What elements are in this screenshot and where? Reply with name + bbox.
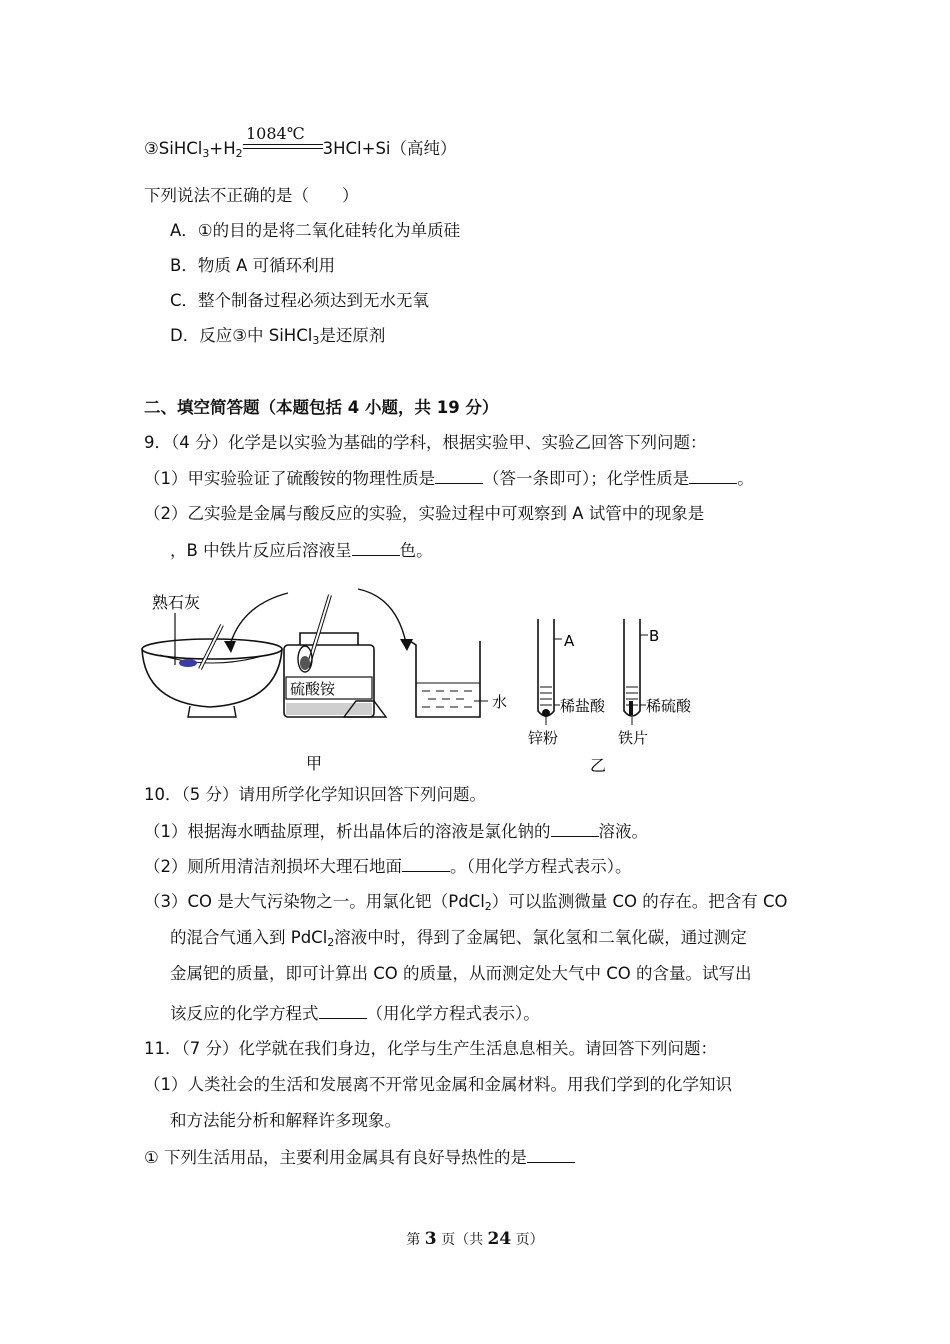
q11-part2-text: ① 下列生活用品，主要利用金属具有良好导热性的是 xyxy=(144,1148,528,1167)
q9-part2-text2: 色。 xyxy=(399,541,433,560)
tube-b-label: B xyxy=(649,627,660,645)
q10-part3-line3: 金属钯的质量，即可计算出 CO 的质量，从而测定处大气中 CO 的含量。试写出 xyxy=(170,964,752,983)
beaker-icon xyxy=(410,641,480,717)
q8-option-d-sub: 3 xyxy=(312,334,320,347)
q8-option-a: A．①的目的是将二氧化硅转化为单质硅 xyxy=(170,221,461,240)
q10-part3-line1 xyxy=(144,891,788,913)
figure-caption-yi: 乙 xyxy=(590,756,607,775)
answer-blank[interactable] xyxy=(689,467,737,484)
footer-text2: 页（共 xyxy=(441,1232,484,1248)
eq3-h2: +H xyxy=(209,139,236,158)
q9-stem: 9．（4 分）化学是以实验为基础的学科，根据实验甲、实验乙回答下列问题： xyxy=(144,433,707,452)
q9-part2-text: ，B 中铁片反应后溶液呈 xyxy=(170,541,352,560)
eq3-equals-sign xyxy=(243,144,323,154)
q11-part1-line2: 和方法能分析和解释许多现象。 xyxy=(170,1111,401,1130)
section-title: 二、填空简答题（本题包括 4 小题，共 19 分） xyxy=(144,398,499,417)
arrow-icon xyxy=(358,589,406,643)
iron-sheet-sample xyxy=(629,701,633,715)
eq3-reactant: ③SiHCl xyxy=(144,139,203,158)
q10-part2-text: （2）厕所用清洁剂损坏大理石地面 xyxy=(144,857,402,876)
q9-part2: （2）乙实验是金属与酸反应的实验，实验过程中可观察到 A 试管中的现象是 xyxy=(144,504,705,523)
answer-blank[interactable] xyxy=(319,1002,367,1019)
eq3-sub: 3 xyxy=(202,147,210,160)
q10-part1 xyxy=(144,820,648,843)
water-label: 水 xyxy=(492,693,508,711)
q11-part2 xyxy=(144,1146,575,1169)
q9-part2-cont xyxy=(170,539,433,562)
page-footer xyxy=(0,1229,950,1249)
ammonium-sulfate-label: 硫酸铵 xyxy=(290,680,336,698)
eq3-condition: 1084℃ xyxy=(246,124,305,143)
q9-part1-text: （1）甲实验验证了硫酸铵的物理性质是 xyxy=(144,469,435,488)
slaked-lime-label: 熟石灰 xyxy=(152,593,201,612)
experiment-figure xyxy=(130,575,730,780)
q10-part3-text6: （用化学方程式表示）。 xyxy=(366,1004,540,1023)
q8-option-b: B．物质 A 可循环利用 xyxy=(170,256,336,275)
answer-blank[interactable] xyxy=(352,539,400,556)
q10-stem: 10．（5 分）请用所学化学知识回答下列问题。 xyxy=(144,785,486,804)
page-total: 24 xyxy=(487,1229,512,1249)
test-tube-a-icon xyxy=(538,619,554,716)
q9-part1 xyxy=(144,467,754,490)
answer-blank[interactable] xyxy=(527,1146,575,1163)
q11-stem: 11．（7 分）化学就在我们身边，化学与生产生活息息相关。请回答下列问题： xyxy=(144,1039,717,1058)
q8-stem: 下列说法不正确的是（ ） xyxy=(144,186,359,205)
q10-part3-text5: 该反应的化学方程式 xyxy=(170,1004,319,1023)
zinc-powder-label: 锌粉 xyxy=(528,729,559,747)
dilute-h2so4-label: 稀硫酸 xyxy=(646,697,692,715)
answer-blank[interactable] xyxy=(435,467,483,484)
footer-text: 第 xyxy=(406,1232,421,1248)
q10-part3-line4 xyxy=(170,1002,540,1025)
q11-part1-line1: （1）人类社会的生活和发展离不开常见金属和金属材料。用我们学到的化学知识 xyxy=(144,1075,732,1094)
q10-part3-text2: ）可以监测微量 CO 的存在。把含有 CO xyxy=(491,892,788,911)
footer-text3: 页） xyxy=(515,1232,544,1248)
q10-part2 xyxy=(144,855,632,878)
arrow-icon xyxy=(230,593,288,645)
iron-sheet-label: 铁片 xyxy=(618,729,649,747)
q9-part1-text3: 。 xyxy=(737,469,754,488)
q10-part3-text3: 的混合气通入到 PdCl xyxy=(170,928,328,947)
page-number: 3 xyxy=(424,1229,437,1249)
answer-blank[interactable] xyxy=(551,820,599,837)
q8-option-d xyxy=(170,325,385,347)
lime-sample xyxy=(179,659,197,667)
eq3-sub2: 2 xyxy=(235,147,243,160)
q10-part3-sub2: 2 xyxy=(327,936,335,949)
eq3-products: 3HCl+Si（高纯） xyxy=(322,139,457,158)
q10-part3-text: （3）CO 是大气污染物之一。用氯化钯（PdCl xyxy=(144,892,485,911)
q10-part3-text4: 溶液中时，得到了金属钯、氯化氢和二氧化碳，通过测定 xyxy=(334,928,747,947)
q10-part3-line2 xyxy=(170,927,747,949)
figure-caption-jia: 甲 xyxy=(306,754,323,773)
dilute-hcl-label: 稀盐酸 xyxy=(560,697,606,715)
q10-part1-text2: 溶液。 xyxy=(598,822,648,841)
mortar-icon xyxy=(142,649,282,707)
q10-part3-sub: 2 xyxy=(484,900,492,913)
q9-part1-text2: （答一条即可）；化学性质是 xyxy=(483,469,690,488)
tube-a-label: A xyxy=(564,632,575,650)
q10-part2-text2: 。（用化学方程式表示）。 xyxy=(450,857,632,876)
q8-option-c: C．整个制备过程必须达到无水无氧 xyxy=(170,291,430,310)
answer-blank[interactable] xyxy=(402,855,450,872)
q8-option-d-text: D．反应③中 SiHCl xyxy=(170,326,313,345)
zinc-powder-sample xyxy=(542,709,550,717)
q8-option-d-text2: 是还原剂 xyxy=(319,326,386,345)
q10-part1-text: （1）根据海水晒盐原理，析出晶体后的溶液是氯化钠的 xyxy=(144,822,551,841)
